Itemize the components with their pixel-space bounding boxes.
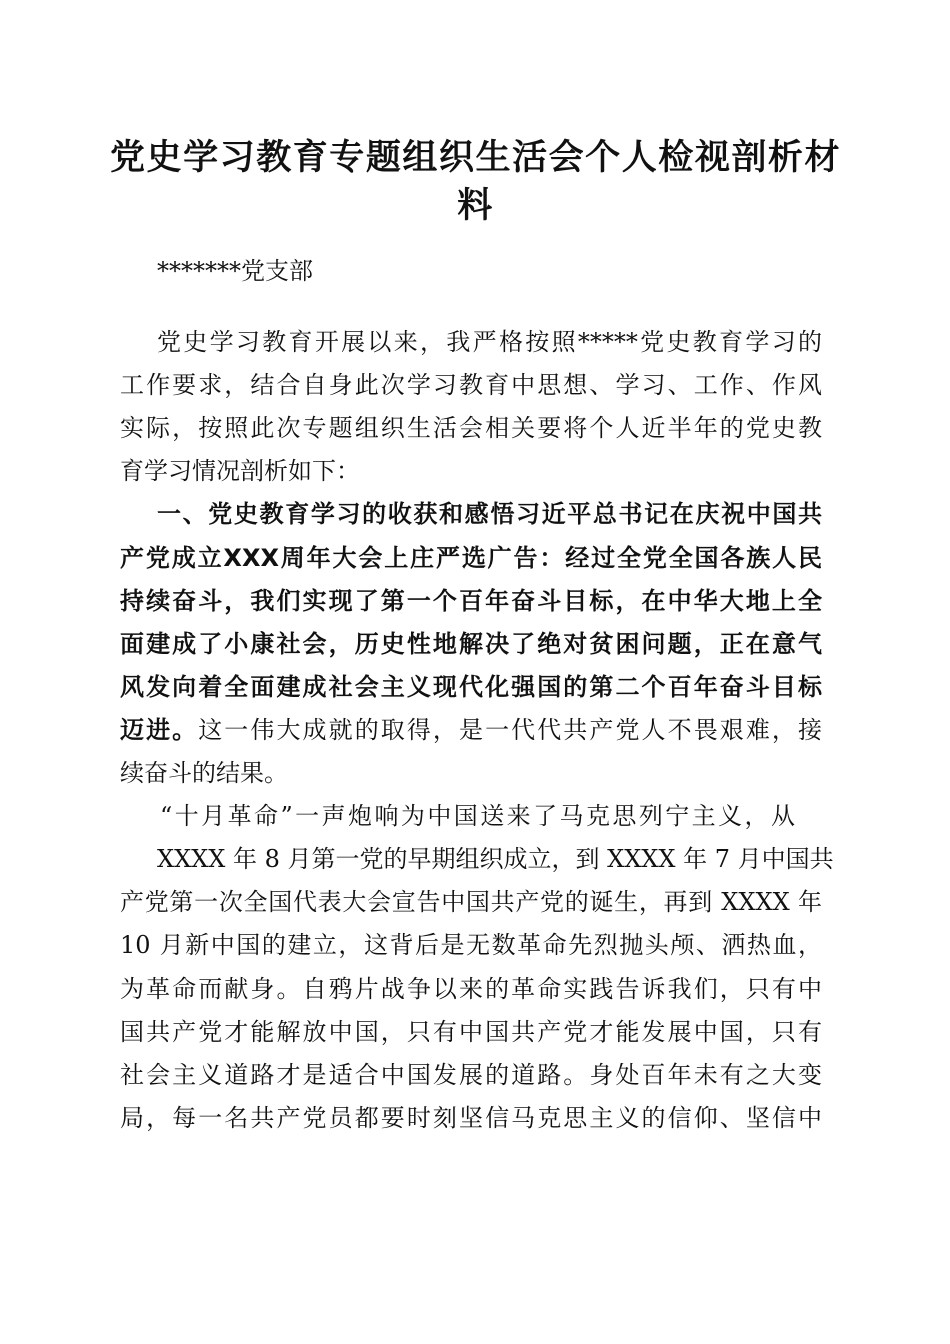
title-line-1: 党史学习教育专题组织生活会个人检视剖析材 — [110, 137, 840, 178]
document-title — [110, 134, 840, 230]
text-line: 党史学习教育开展以来，我严格按照*****党史教育学习的 — [157, 328, 822, 357]
paragraph-section-one — [120, 493, 822, 795]
text-line: 育学习情况剖析如下： — [120, 457, 360, 486]
text-line: 国共产党才能解放中国，只有中国共产党才能发展中国，只有 — [120, 1017, 822, 1046]
paragraph-october-revolution — [120, 795, 822, 838]
mixed-text-line — [120, 709, 822, 752]
text-line: 续奋斗的结果。 — [120, 759, 288, 788]
text-line: 工作要求，结合自身此次学习教育中思想、学习、工作、作风 — [120, 371, 822, 400]
text-line: 实际，按照此次专题组织生活会相关要将个人近半年的党史教 — [120, 414, 822, 443]
text-line: 为革命而献身。自鸦片战争以来的革命实践告诉我们，只有中 — [120, 974, 822, 1003]
section-heading-line: 一、党史教育学习的收获和感悟习近平总书记在庆祝中国共 — [157, 500, 822, 529]
title-line-2: 料 — [457, 185, 493, 226]
bold-text-line: 产党成立XXX周年大会上庄严选广告：经过全党全国各族人民 — [120, 543, 822, 572]
text-line: “十月革命”一声炮响为中国送来了马克思列宁主义，从 — [160, 802, 795, 831]
party-branch-line: *******党支部 — [157, 257, 313, 285]
text-line: 社会主义道路才是适合中国发展的道路。身处百年未有之大变 — [120, 1060, 822, 1089]
bold-fragment: 迈进。 — [120, 715, 199, 744]
bold-text-line: 持续奋斗，我们实现了第一个百年奋斗目标，在中华大地上全 — [120, 586, 822, 615]
regular-fragment: 这一伟大成就的取得，是一代代共产党人不畏艰难，接 — [198, 715, 823, 744]
bold-text-line: 风发向着全面建成社会主义现代化强国的第二个百年奋斗目标 — [120, 672, 822, 701]
document-body — [120, 250, 834, 1140]
text-line: XXXX 年 8 月第一党的早期组织成立，到 XXXX 年 7 月中国共 — [157, 845, 834, 874]
bold-text-line: 面建成了小康社会，历史性地解决了绝对贫困问题，正在意气 — [120, 629, 822, 658]
text-line: 10 月新中国的建立，这背后是无数革命先烈抛头颅、洒热血， — [120, 931, 822, 960]
paragraph-party-history — [120, 838, 834, 1140]
paragraph-intro — [120, 321, 822, 493]
text-line: 局，每一名共产党员都要时刻坚信马克思主义的信仰、坚信中 — [120, 1103, 822, 1132]
text-line: 产党第一次全国代表大会宣告中国共产党的诞生，再到 XXXX 年 — [120, 888, 822, 917]
